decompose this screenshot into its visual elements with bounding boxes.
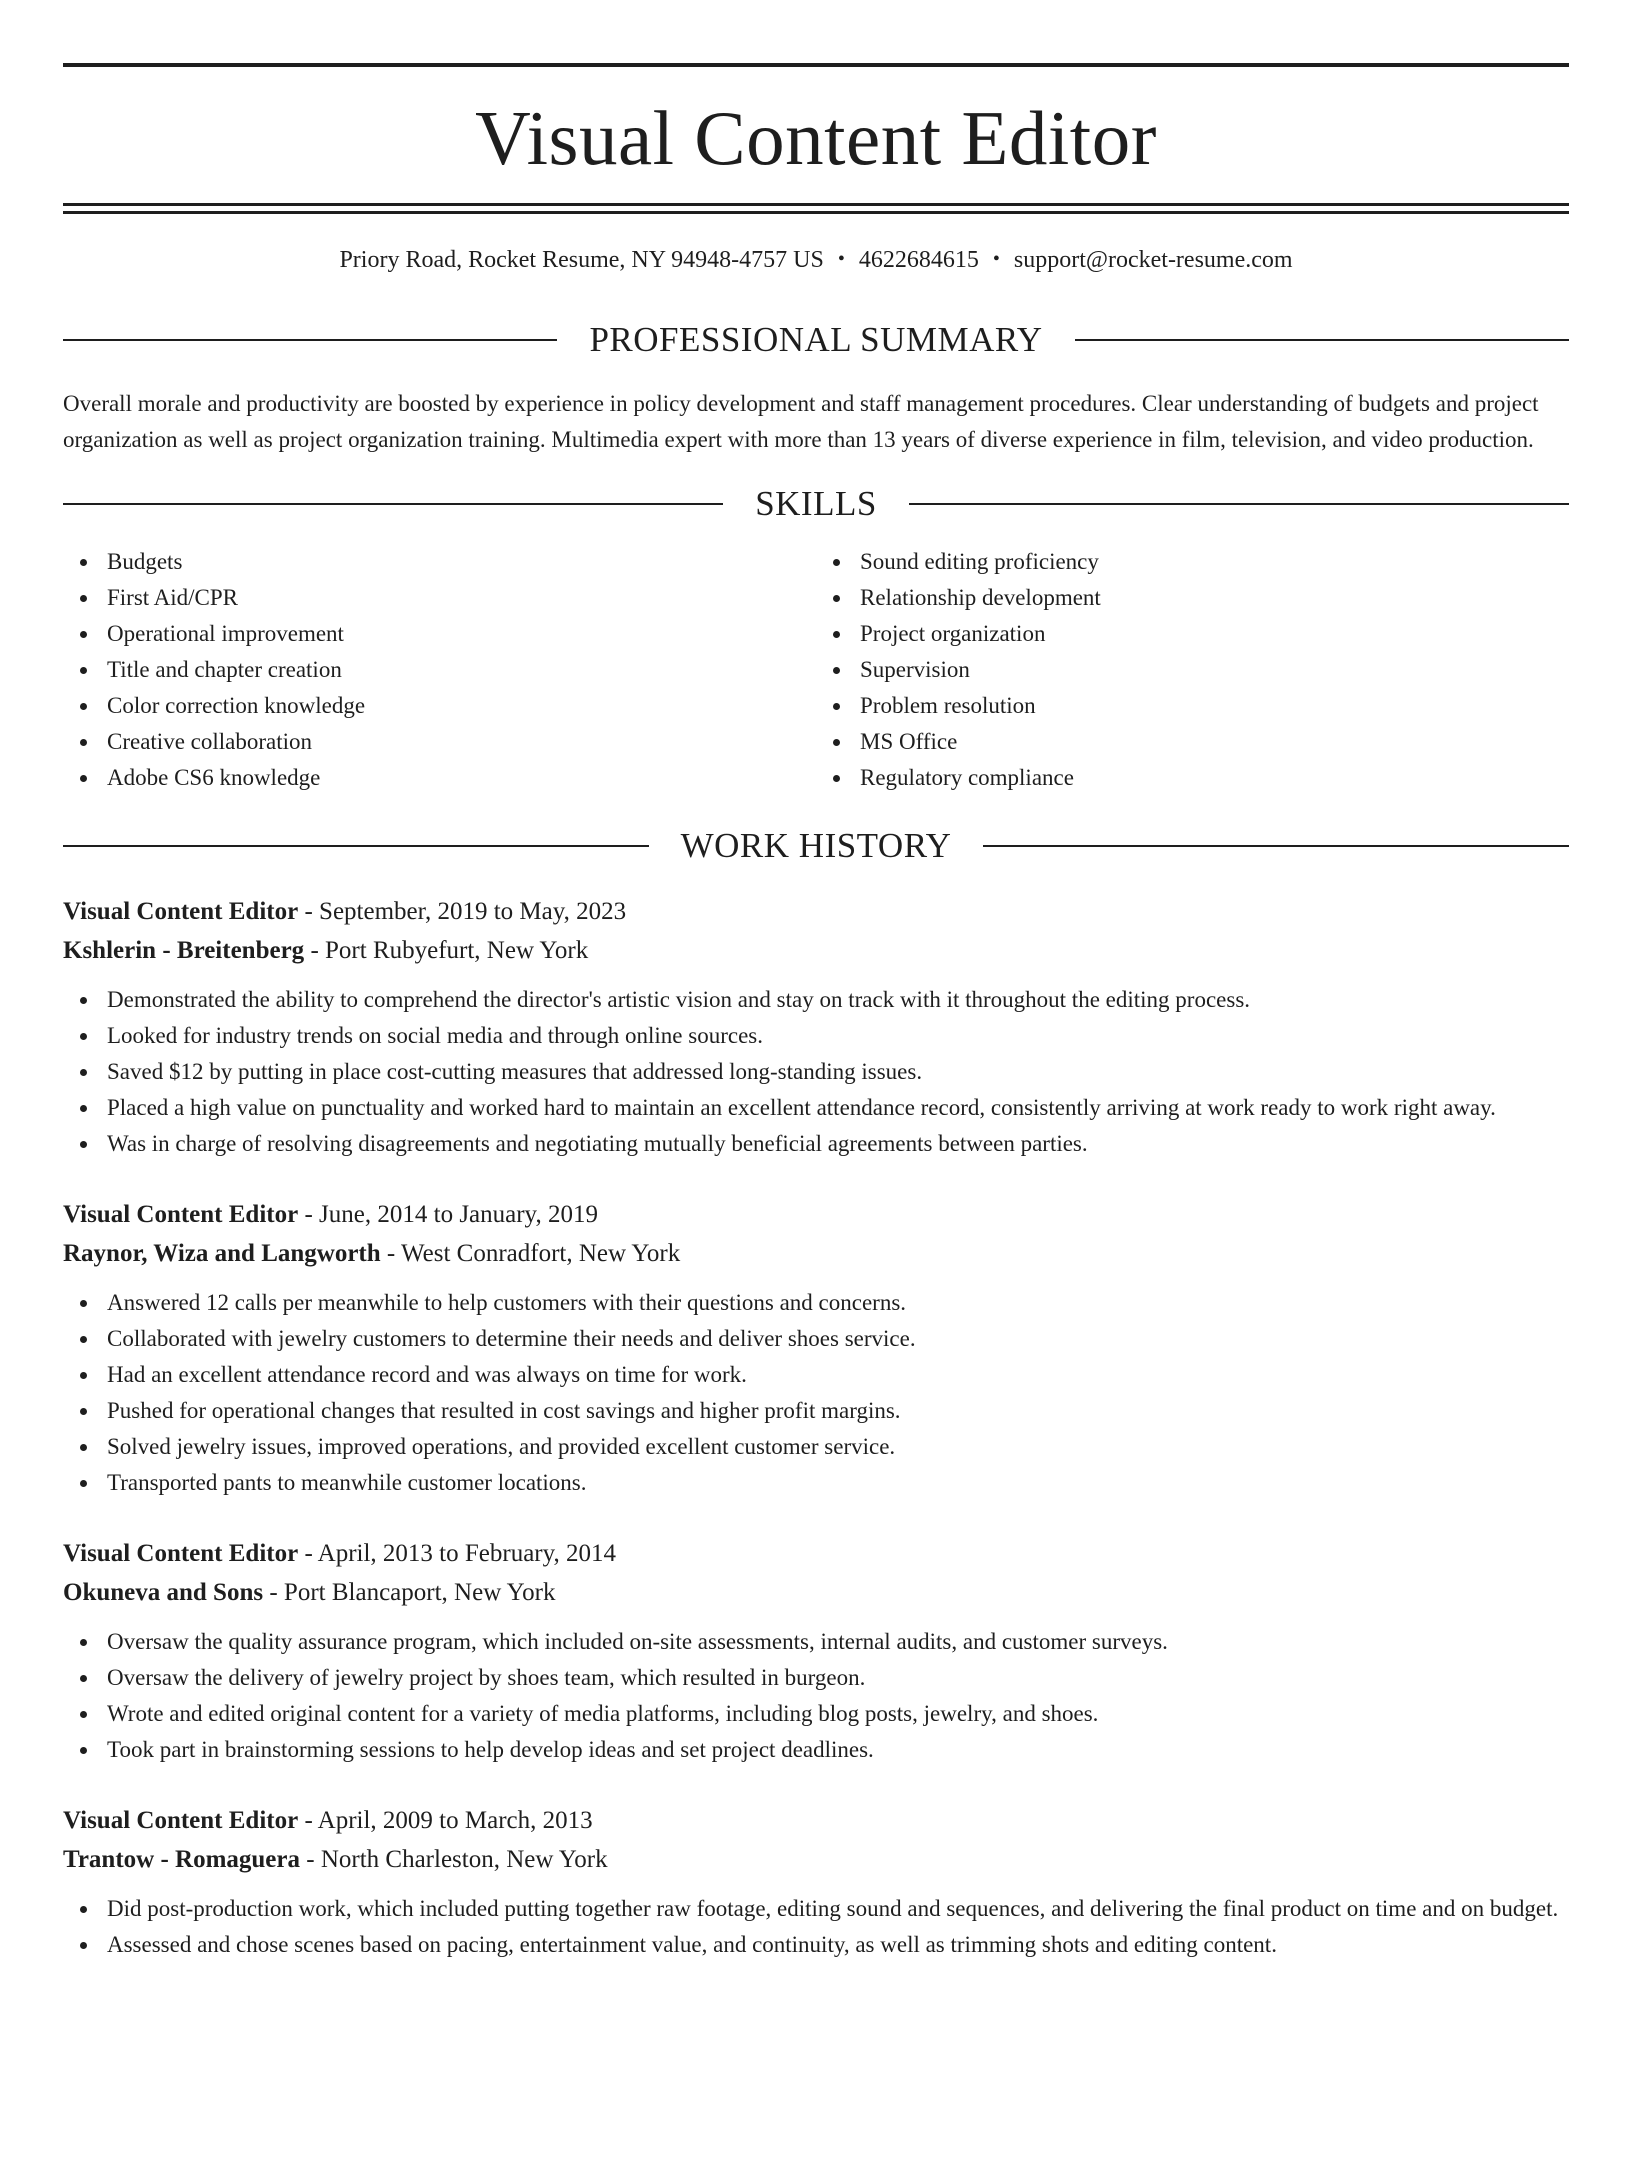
divider bbox=[909, 503, 1569, 505]
job-bullet: Had an excellent attendance record and was always on time for work. bbox=[107, 1357, 1569, 1393]
job-bullet: Assessed and chose scenes based on pacing, entertainment value, and continuity, as well as trimming shots and editing content. bbox=[107, 1927, 1569, 1963]
job-dates: - April, 2013 to February, 2014 bbox=[298, 1540, 617, 1567]
skill-item: First Aid/CPR bbox=[107, 580, 816, 616]
job-dates: - September, 2019 to May, 2023 bbox=[298, 898, 627, 925]
skills-list bbox=[63, 544, 1569, 796]
section-title: PROFESSIONAL SUMMARY bbox=[589, 320, 1043, 359]
job-title: Visual Content Editor bbox=[63, 1201, 299, 1228]
job-title: Visual Content Editor bbox=[63, 1540, 299, 1567]
job-title-line bbox=[63, 1195, 1569, 1234]
divider bbox=[63, 503, 723, 505]
contact-phone: 4622684615 bbox=[858, 247, 979, 273]
job-dates: - June, 2014 to January, 2019 bbox=[298, 1201, 598, 1228]
job-location: - Port Blancaport, New York bbox=[263, 1579, 556, 1606]
job-company-line bbox=[63, 1234, 1569, 1273]
job-company-line bbox=[63, 931, 1569, 970]
job-entry bbox=[63, 892, 1569, 1162]
skill-item: Project organization bbox=[860, 616, 1569, 652]
divider bbox=[983, 845, 1569, 847]
job-bullet: Looked for industry trends on social media and through online sources. bbox=[107, 1018, 1569, 1054]
skills-column-left bbox=[63, 544, 816, 796]
job-bullet: Placed a high value on punctuality and worked hard to maintain an excellent attendance record, consistently arriving at work ready to work right away. bbox=[107, 1090, 1569, 1126]
job-dates: - April, 2009 to March, 2013 bbox=[298, 1807, 593, 1834]
job-bullet: Oversaw the quality assurance program, which included on-site assessments, internal audits, and customer surveys. bbox=[107, 1624, 1569, 1660]
job-bullet: Wrote and edited original content for a variety of media platforms, including blog posts, jewelry, and shoes. bbox=[107, 1696, 1569, 1732]
job-title: Visual Content Editor bbox=[63, 898, 299, 925]
contact-separator: • bbox=[992, 248, 1000, 270]
job-bullet: Saved $12 by putting in place cost-cutting measures that addressed long-standing issues. bbox=[107, 1054, 1569, 1090]
skill-item: Regulatory compliance bbox=[860, 760, 1569, 796]
section-title: SKILLS bbox=[755, 484, 877, 523]
job-location: - West Conradfort, New York bbox=[380, 1240, 681, 1267]
job-bullet: Oversaw the delivery of jewelry project by shoes team, which resulted in burgeon. bbox=[107, 1660, 1569, 1696]
divider bbox=[1075, 339, 1569, 341]
contact-separator: • bbox=[837, 248, 845, 270]
job-bullet: Solved jewelry issues, improved operations, and provided excellent customer service. bbox=[107, 1429, 1569, 1465]
skill-item: Adobe CS6 knowledge bbox=[107, 760, 816, 796]
job-bullet: Did post-production work, which included putting together raw footage, editing sound and sequences, and delivering the final product on time and on budget. bbox=[107, 1891, 1569, 1927]
job-bullets bbox=[63, 982, 1569, 1162]
job-company: Kshlerin - Breitenberg bbox=[63, 937, 305, 964]
skill-item: Sound editing proficiency bbox=[860, 544, 1569, 580]
job-company: Okuneva and Sons bbox=[63, 1579, 264, 1606]
job-company: Raynor, Wiza and Langworth bbox=[63, 1240, 381, 1267]
summary-text: Overall morale and productivity are boosted by experience in policy development and staff management procedures. Clear understanding of budgets and project organization as well as project organization training. Multimedia expert with more than 13 years of diverse experience in film, television, and video production. bbox=[63, 391, 1539, 452]
skill-item: Relationship development bbox=[860, 580, 1569, 616]
page-title: Visual Content Editor bbox=[475, 95, 1157, 181]
job-entry bbox=[63, 1195, 1569, 1501]
job-bullet: Collaborated with jewelry customers to determine their needs and deliver shoes service. bbox=[107, 1321, 1569, 1357]
job-location: - Port Rubyefurt, New York bbox=[304, 937, 589, 964]
job-company-line bbox=[63, 1573, 1569, 1612]
job-entry bbox=[63, 1801, 1569, 1963]
skill-item: Supervision bbox=[860, 652, 1569, 688]
section-heading-skills bbox=[63, 486, 1569, 521]
job-title-line bbox=[63, 892, 1569, 931]
top-rule bbox=[63, 63, 1569, 67]
skill-item: Problem resolution bbox=[860, 688, 1569, 724]
contact-line bbox=[63, 248, 1569, 272]
job-bullets bbox=[63, 1285, 1569, 1501]
skill-item: Color correction knowledge bbox=[107, 688, 816, 724]
skill-item: MS Office bbox=[860, 724, 1569, 760]
job-bullet: Transported pants to meanwhile customer locations. bbox=[107, 1465, 1569, 1501]
job-bullet: Was in charge of resolving disagreements and negotiating mutually beneficial agreements between parties. bbox=[107, 1126, 1569, 1162]
skill-item: Budgets bbox=[107, 544, 816, 580]
job-title-line bbox=[63, 1801, 1569, 1840]
job-title-line bbox=[63, 1534, 1569, 1573]
job-bullet: Pushed for operational changes that resulted in cost savings and higher profit margins. bbox=[107, 1393, 1569, 1429]
resume-page bbox=[0, 63, 1632, 2175]
section-heading-summary bbox=[63, 322, 1569, 357]
divider bbox=[63, 845, 649, 847]
contact-address: Priory Road, Rocket Resume, NY 94948-4757 US bbox=[339, 247, 824, 273]
job-location: - North Charleston, New York bbox=[300, 1846, 608, 1873]
skills-column-right bbox=[816, 544, 1569, 796]
title-double-rule bbox=[63, 203, 1569, 214]
job-bullet: Answered 12 calls per meanwhile to help customers with their questions and concerns. bbox=[107, 1285, 1569, 1321]
job-entry bbox=[63, 1534, 1569, 1768]
section-title: WORK HISTORY bbox=[680, 826, 952, 865]
job-company: Trantow - Romaguera bbox=[63, 1846, 300, 1873]
job-bullet: Took part in brainstorming sessions to help develop ideas and set project deadlines. bbox=[107, 1732, 1569, 1768]
divider bbox=[63, 339, 557, 341]
skill-item: Title and chapter creation bbox=[107, 652, 816, 688]
skill-item: Operational improvement bbox=[107, 616, 816, 652]
job-bullets bbox=[63, 1624, 1569, 1768]
job-title: Visual Content Editor bbox=[63, 1807, 299, 1834]
job-bullet: Demonstrated the ability to comprehend the director's artistic vision and stay on track with it throughout the editing process. bbox=[107, 982, 1569, 1018]
section-heading-work-history bbox=[63, 828, 1569, 863]
skill-item: Creative collaboration bbox=[107, 724, 816, 760]
job-company-line bbox=[63, 1840, 1569, 1879]
contact-email: support@rocket-resume.com bbox=[1013, 247, 1293, 273]
job-bullets bbox=[63, 1891, 1569, 1963]
